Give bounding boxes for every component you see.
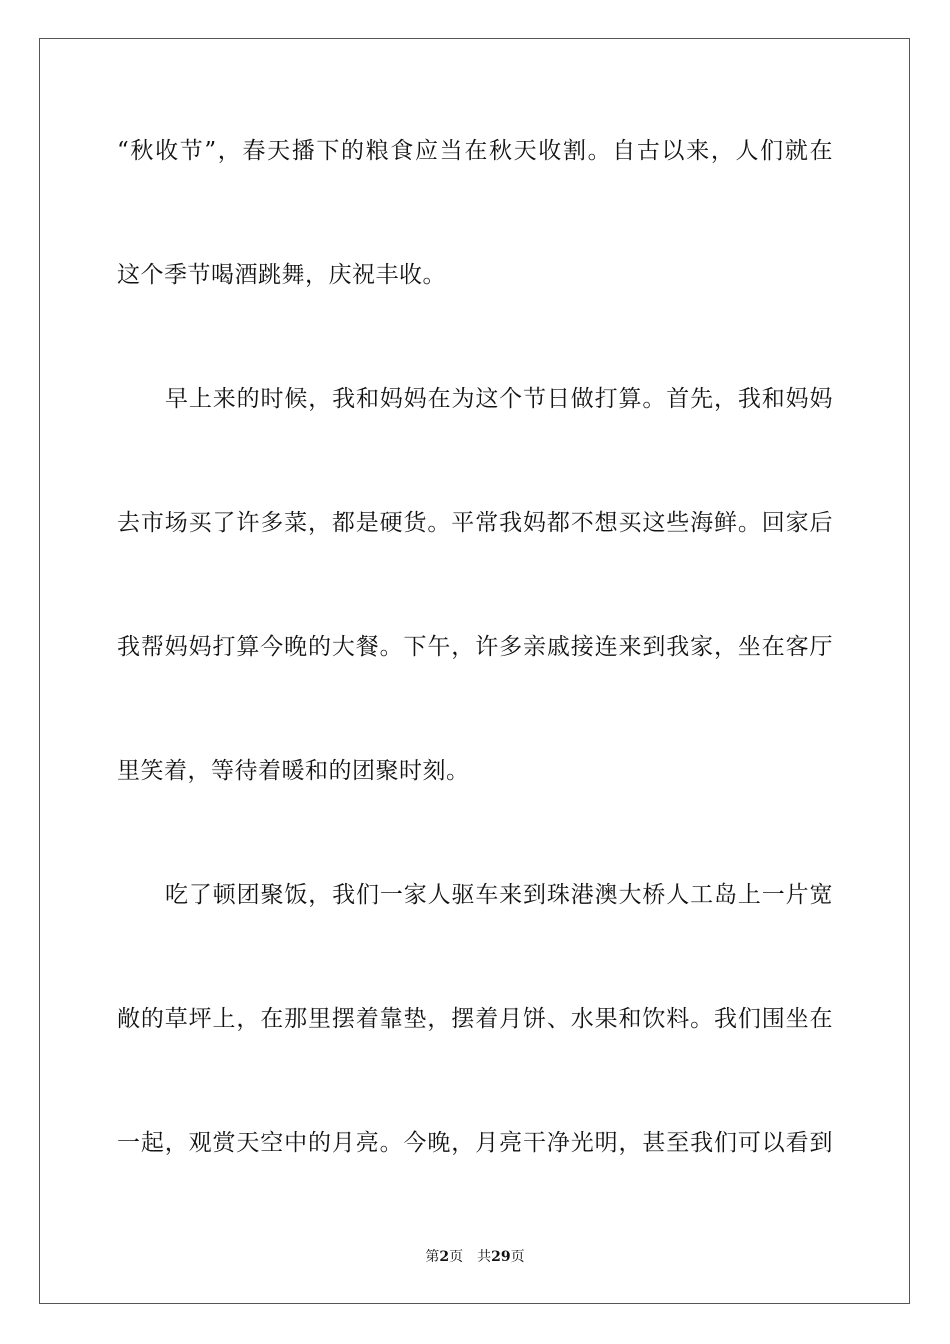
paragraph-line: 早上来的时候，我和妈妈在为这个节日做打算。首先，我和妈妈 (165, 386, 833, 412)
paragraph-line: 一起，观赏天空中的月亮。今晚，月亮干净光明，甚至我们可以看到 (117, 1130, 833, 1156)
paragraph-line: 我帮妈妈打算今晚的大餐。下午，许多亲戚接连来到我家，坐在客厅 (117, 634, 833, 660)
total-prefix: 共 (477, 1249, 492, 1265)
page-footer (0, 1248, 950, 1266)
page-number: 2 (439, 1249, 450, 1265)
total-suffix: 页 (510, 1249, 525, 1265)
paragraph-line: 吃了顿团聚饭，我们一家人驱车来到珠港澳大桥人工岛上一片宽 (165, 882, 833, 908)
paragraph-line: “秋收节”，春天播下的粮食应当在秋天收割。自古以来，人们就在 (117, 138, 833, 164)
page-suffix: 页 (449, 1249, 464, 1265)
paragraph-line: 去市场买了许多菜，都是硬货。平常我妈都不想买这些海鲜。回家后 (117, 510, 833, 536)
paragraph-line: 这个季节喝酒跳舞，庆祝丰收。 (117, 262, 446, 288)
total-pages: 29 (491, 1249, 511, 1265)
page-border (39, 38, 910, 1304)
page-prefix: 第 (425, 1249, 440, 1265)
paragraph-line: 里笑着，等待着暖和的团聚时刻。 (117, 758, 470, 784)
paragraph-line: 敞的草坪上，在那里摆着靠垫，摆着月饼、水果和饮料。我们围坐在 (117, 1006, 833, 1032)
